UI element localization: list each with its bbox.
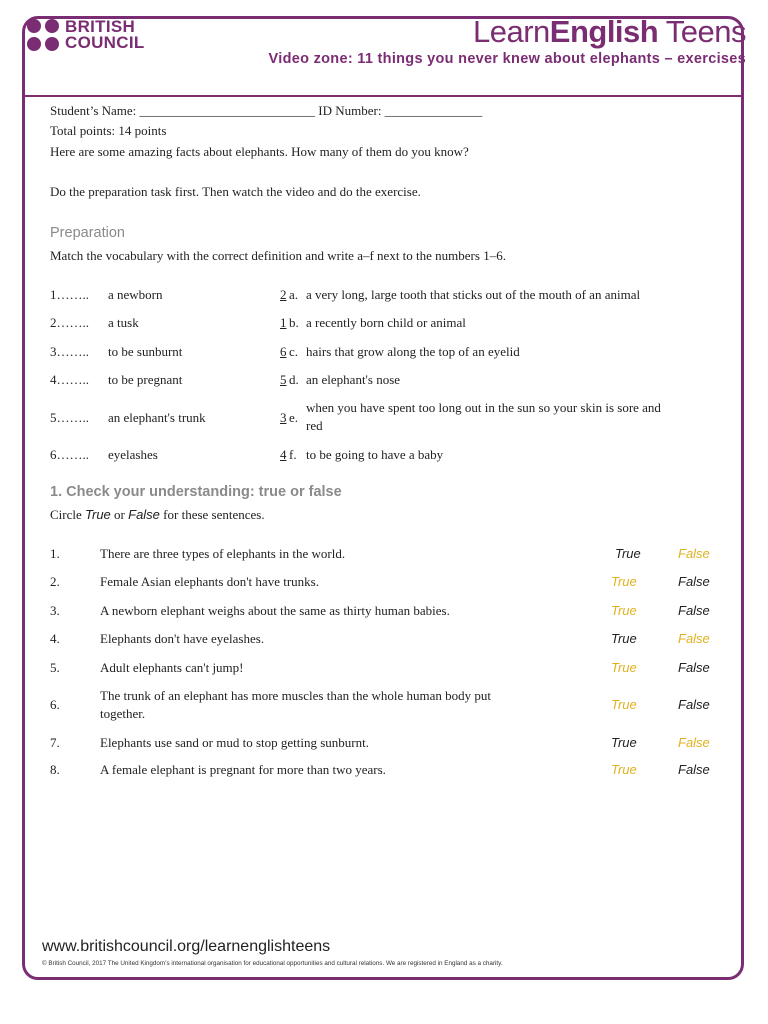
- definition-letter: b.: [289, 315, 299, 330]
- true-option[interactable]: True: [611, 735, 637, 750]
- statement-number: 2.: [50, 574, 60, 589]
- logo-line-2: COUNCIL: [65, 33, 145, 52]
- page-subtitle: Video zone: 11 things you never knew about elephants – exercises: [268, 51, 746, 67]
- statement-text: The trunk of an elephant has more muscles than the whole human body put: [100, 688, 491, 703]
- british-council-logo: [27, 19, 145, 51]
- definition-text: when you have spent too long out in the sun so your skin is sore and: [306, 400, 661, 415]
- false-option[interactable]: False: [678, 631, 710, 646]
- vocab-number: 4……..: [50, 372, 89, 387]
- false-option[interactable]: False: [678, 546, 710, 561]
- preparation-heading: Preparation: [50, 225, 125, 241]
- definition-text: a recently born child or animal: [306, 315, 466, 330]
- learnenglish-teens-brand: LearnEnglish Teens: [472, 14, 746, 49]
- false-option[interactable]: False: [678, 762, 710, 777]
- true-option[interactable]: True: [615, 546, 641, 561]
- statement-text: A female elephant is pregnant for more than two years.: [100, 762, 386, 777]
- header-divider: [25, 95, 743, 97]
- vocab-word: a newborn: [108, 287, 163, 302]
- vocab-number: 2……..: [50, 315, 89, 330]
- statement-number: 8.: [50, 762, 60, 777]
- footer-legal: © British Council, 2017 The United Kingdom’s international organisation for educational opportunities and cultural relations. We are registered in England as a charity.: [42, 960, 503, 967]
- vocab-number: 3……..: [50, 344, 89, 359]
- true-option[interactable]: True: [611, 631, 637, 646]
- statement-text: A newborn elephant weighs about the same as thirty human babies.: [100, 603, 450, 618]
- vocab-answer: 5: [280, 372, 287, 387]
- false-option[interactable]: False: [678, 574, 710, 589]
- statement-text: Elephants use sand or mud to stop getting sunburnt.: [100, 735, 370, 750]
- definition-letter: c.: [289, 344, 299, 359]
- vocab-word: to be pregnant: [108, 372, 183, 387]
- vocab-answer: 2: [280, 287, 287, 302]
- vocab-answer: 3: [280, 410, 287, 425]
- vocab-number: 5……..: [50, 410, 89, 425]
- definition-letter: d.: [289, 372, 299, 387]
- false-option[interactable]: False: [678, 697, 710, 712]
- statement-text: There are three types of elephants in the world.: [100, 546, 346, 561]
- vocab-word: eyelashes: [108, 447, 158, 462]
- statement-number: 3.: [50, 603, 60, 618]
- intro-instruction: Do the preparation task first. Then watch the video and do the exercise.: [50, 184, 421, 199]
- true-option[interactable]: True: [611, 660, 637, 675]
- vocab-answer: 1: [280, 315, 287, 330]
- statement-text: Adult elephants can't jump!: [100, 660, 244, 675]
- definition-text: an elephant's nose: [306, 372, 401, 387]
- false-option[interactable]: False: [678, 603, 710, 618]
- true-option[interactable]: True: [611, 762, 637, 777]
- definition-letter: e.: [289, 410, 299, 425]
- statement-text: Female Asian elephants don't have trunks.: [100, 574, 319, 589]
- statement-number: 6.: [50, 697, 60, 712]
- statement-number: 4.: [50, 631, 60, 646]
- student-name-line: Student’s Name: ___________________________ ID Number: _______________: [50, 103, 483, 118]
- statement-number: 5.: [50, 660, 60, 675]
- definition-letter: f.: [289, 447, 297, 462]
- footer-url[interactable]: www.britishcouncil.org/learnenglishteens: [42, 938, 331, 955]
- vocab-word: an elephant's trunk: [108, 410, 206, 425]
- definition-text: a very long, large tooth that sticks out of the mouth of an animal: [306, 287, 641, 302]
- logo-dots-icon: [27, 19, 59, 51]
- true-option[interactable]: True: [611, 697, 637, 712]
- vocab-number: 6……..: [50, 447, 89, 462]
- false-option[interactable]: False: [678, 660, 710, 675]
- true-option[interactable]: True: [611, 603, 637, 618]
- vocab-answer: 6: [280, 344, 287, 359]
- false-option[interactable]: False: [678, 735, 710, 750]
- definition-text-cont: red: [306, 418, 323, 433]
- statement-text-cont: together.: [100, 706, 146, 721]
- check-instruction: Circle True or False for these sentences.: [50, 507, 265, 522]
- definition-text: hairs that grow along the top of an eyelid: [306, 344, 520, 359]
- vocab-number: 1……..: [50, 287, 89, 302]
- statement-number: 1.: [50, 546, 60, 561]
- logo-line-1: BRITISH: [65, 17, 136, 36]
- preparation-instruction: Match the vocabulary with the correct definition and write a–f next to the numbers 1–6.: [50, 248, 506, 263]
- definition-letter: a.: [289, 287, 299, 302]
- statement-text: Elephants don't have eyelashes.: [100, 631, 265, 646]
- true-option[interactable]: True: [611, 574, 637, 589]
- vocab-word: to be sunburnt: [108, 344, 183, 359]
- check-heading: 1. Check your understanding: true or false: [50, 484, 342, 500]
- vocab-answer: 4: [280, 447, 287, 462]
- statement-number: 7.: [50, 735, 60, 750]
- intro-facts: Here are some amazing facts about elephants. How many of them do you know?: [50, 144, 469, 159]
- definition-text: to be going to have a baby: [306, 447, 444, 462]
- total-points: Total points: 14 points: [50, 123, 167, 138]
- vocab-word: a tusk: [108, 315, 139, 330]
